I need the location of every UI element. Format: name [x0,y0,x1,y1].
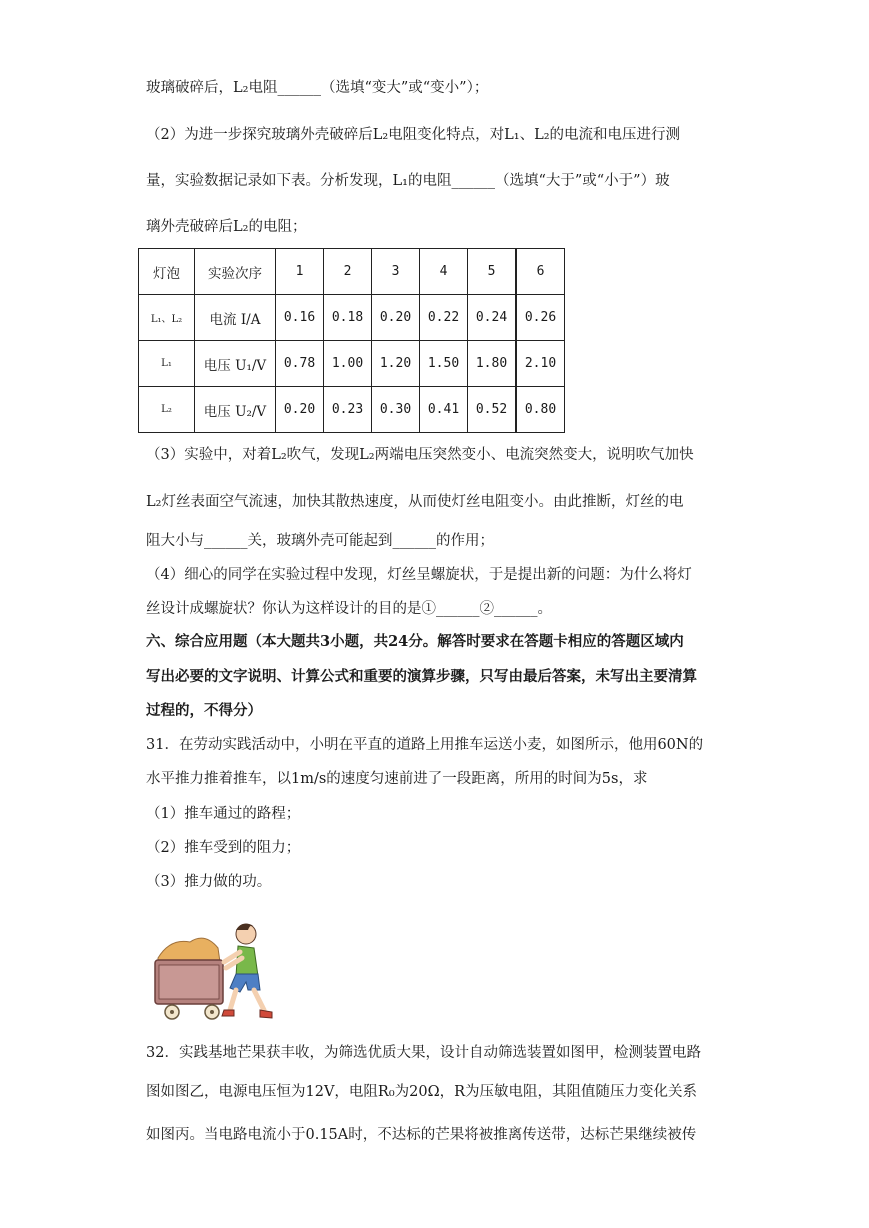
table-row [139,341,565,387]
question-31-part-2: （2）推车受到的阻力； [146,840,301,856]
text-line-6: L₂灯丝表面空气流速，加快其散热速度，从而使灯丝电阻变小。由此推断，灯丝的电 [146,494,684,510]
table-header-cell: 3 [372,249,420,295]
text-line-9: 丝设计成螺旋状？你认为这样设计的目的是①______②______。 [146,601,552,617]
text-line-5: （3）实验中，对着L₂吹气，发现L₂两端电压突然变小、电流突然变大，说明吹气加快 [146,447,694,463]
question-32-line-3: 如图丙。当电路电流小于0.15A时，不达标的芒果将被推离传送带，达标芒果继续被传 [146,1127,697,1143]
table-row [139,295,565,341]
question-31-line-1: 31．在劳动实践活动中，小明在平直的道路上用推车运送小麦，如图所示，他用60N的 [146,737,704,753]
table-header-cell: 5 [468,249,517,295]
table-cell: 1.80 [468,341,517,387]
text-line-1: 玻璃破碎后，L₂电阻______（选填“变大”或“变小”）； [146,80,489,96]
table-cell: 0.16 [276,295,324,341]
table-cell: 电流 I/A [195,295,276,341]
table-cell: 2.10 [516,341,565,387]
table-cell: L₁、L₂ [139,295,195,341]
table-cell: 0.52 [468,387,517,433]
question-32-line-1: 32．实践基地芒果获丰收，为筛选优质大果，设计自动筛选装置如图甲，检测装置电路 [146,1045,701,1061]
section-heading-3: 过程的，不得分） [146,702,262,719]
table-cell: 0.20 [276,387,324,433]
text-line-4: 璃外壳破碎后L₂的电阻； [146,219,307,235]
text-line-2: （2）为进一步探究玻璃外壳破碎后L₂电阻变化特点，对L₁、L₂的电流和电压进行测 [146,127,681,143]
table-cell: 0.30 [372,387,420,433]
table-cell: 0.20 [372,295,420,341]
table-header-cell: 2 [324,249,372,295]
text-line-8: （4）细心的同学在实验过程中发现，灯丝呈螺旋状，于是提出新的问题：为什么将灯 [146,567,692,583]
table-row [139,387,565,433]
table-cell: 1.50 [420,341,468,387]
table-header-row [139,249,565,295]
table-cell: 0.41 [420,387,468,433]
table-cell: 1.20 [372,341,420,387]
table-header-cell: 实验次序 [195,249,276,295]
table-cell: L₂ [139,387,195,433]
question-31-part-1: （1）推车通过的路程； [146,806,301,822]
table-header-cell: 4 [420,249,468,295]
section-heading-2: 写出必要的文字说明、计算公式和重要的演算步骤，只写由最后答案，未写出主要清算 [146,668,697,685]
table-cell: 0.23 [324,387,372,433]
question-31-part-3: （3）推力做的功。 [146,874,272,890]
question-32-line-2: 图如图乙，电源电压恒为12V，电阻R₀为20Ω，R为压敏电阻，其阻值随压力变化关系 [146,1084,698,1100]
text-line-3: 量，实验数据记录如下表。分析发现，L₁的电阻______（选填“大于”或“小于”）玻 [146,173,670,189]
table-header-cell: 灯泡 [139,249,195,295]
table-cell: 0.18 [324,295,372,341]
table-header-cell: 6 [516,249,565,295]
table-cell: 1.00 [324,341,372,387]
data-table [138,248,565,433]
question-31-line-2: 水平推力推着推车，以1m/s的速度匀速前进了一段距离，所用的时间为5s，求 [146,771,648,787]
table-cell: 0.24 [468,295,517,341]
table-cell: 电压 U₂/V [195,387,276,433]
table-cell: L₁ [139,341,195,387]
table-cell: 0.22 [420,295,468,341]
table-cell: 0.78 [276,341,324,387]
table-header-cell: 1 [276,249,324,295]
section-heading-1: 六、综合应用题（本大题共3小题，共24分。解答时要求在答题卡相应的答题区域内 [146,633,684,650]
table-cell: 0.26 [516,295,565,341]
boy-pushing-cart-illustration [150,918,300,1023]
table-cell: 电压 U₁/V [195,341,276,387]
table-cell: 0.80 [516,387,565,433]
text-line-7: 阻大小与______关，玻璃外壳可能起到______的作用； [146,533,494,549]
